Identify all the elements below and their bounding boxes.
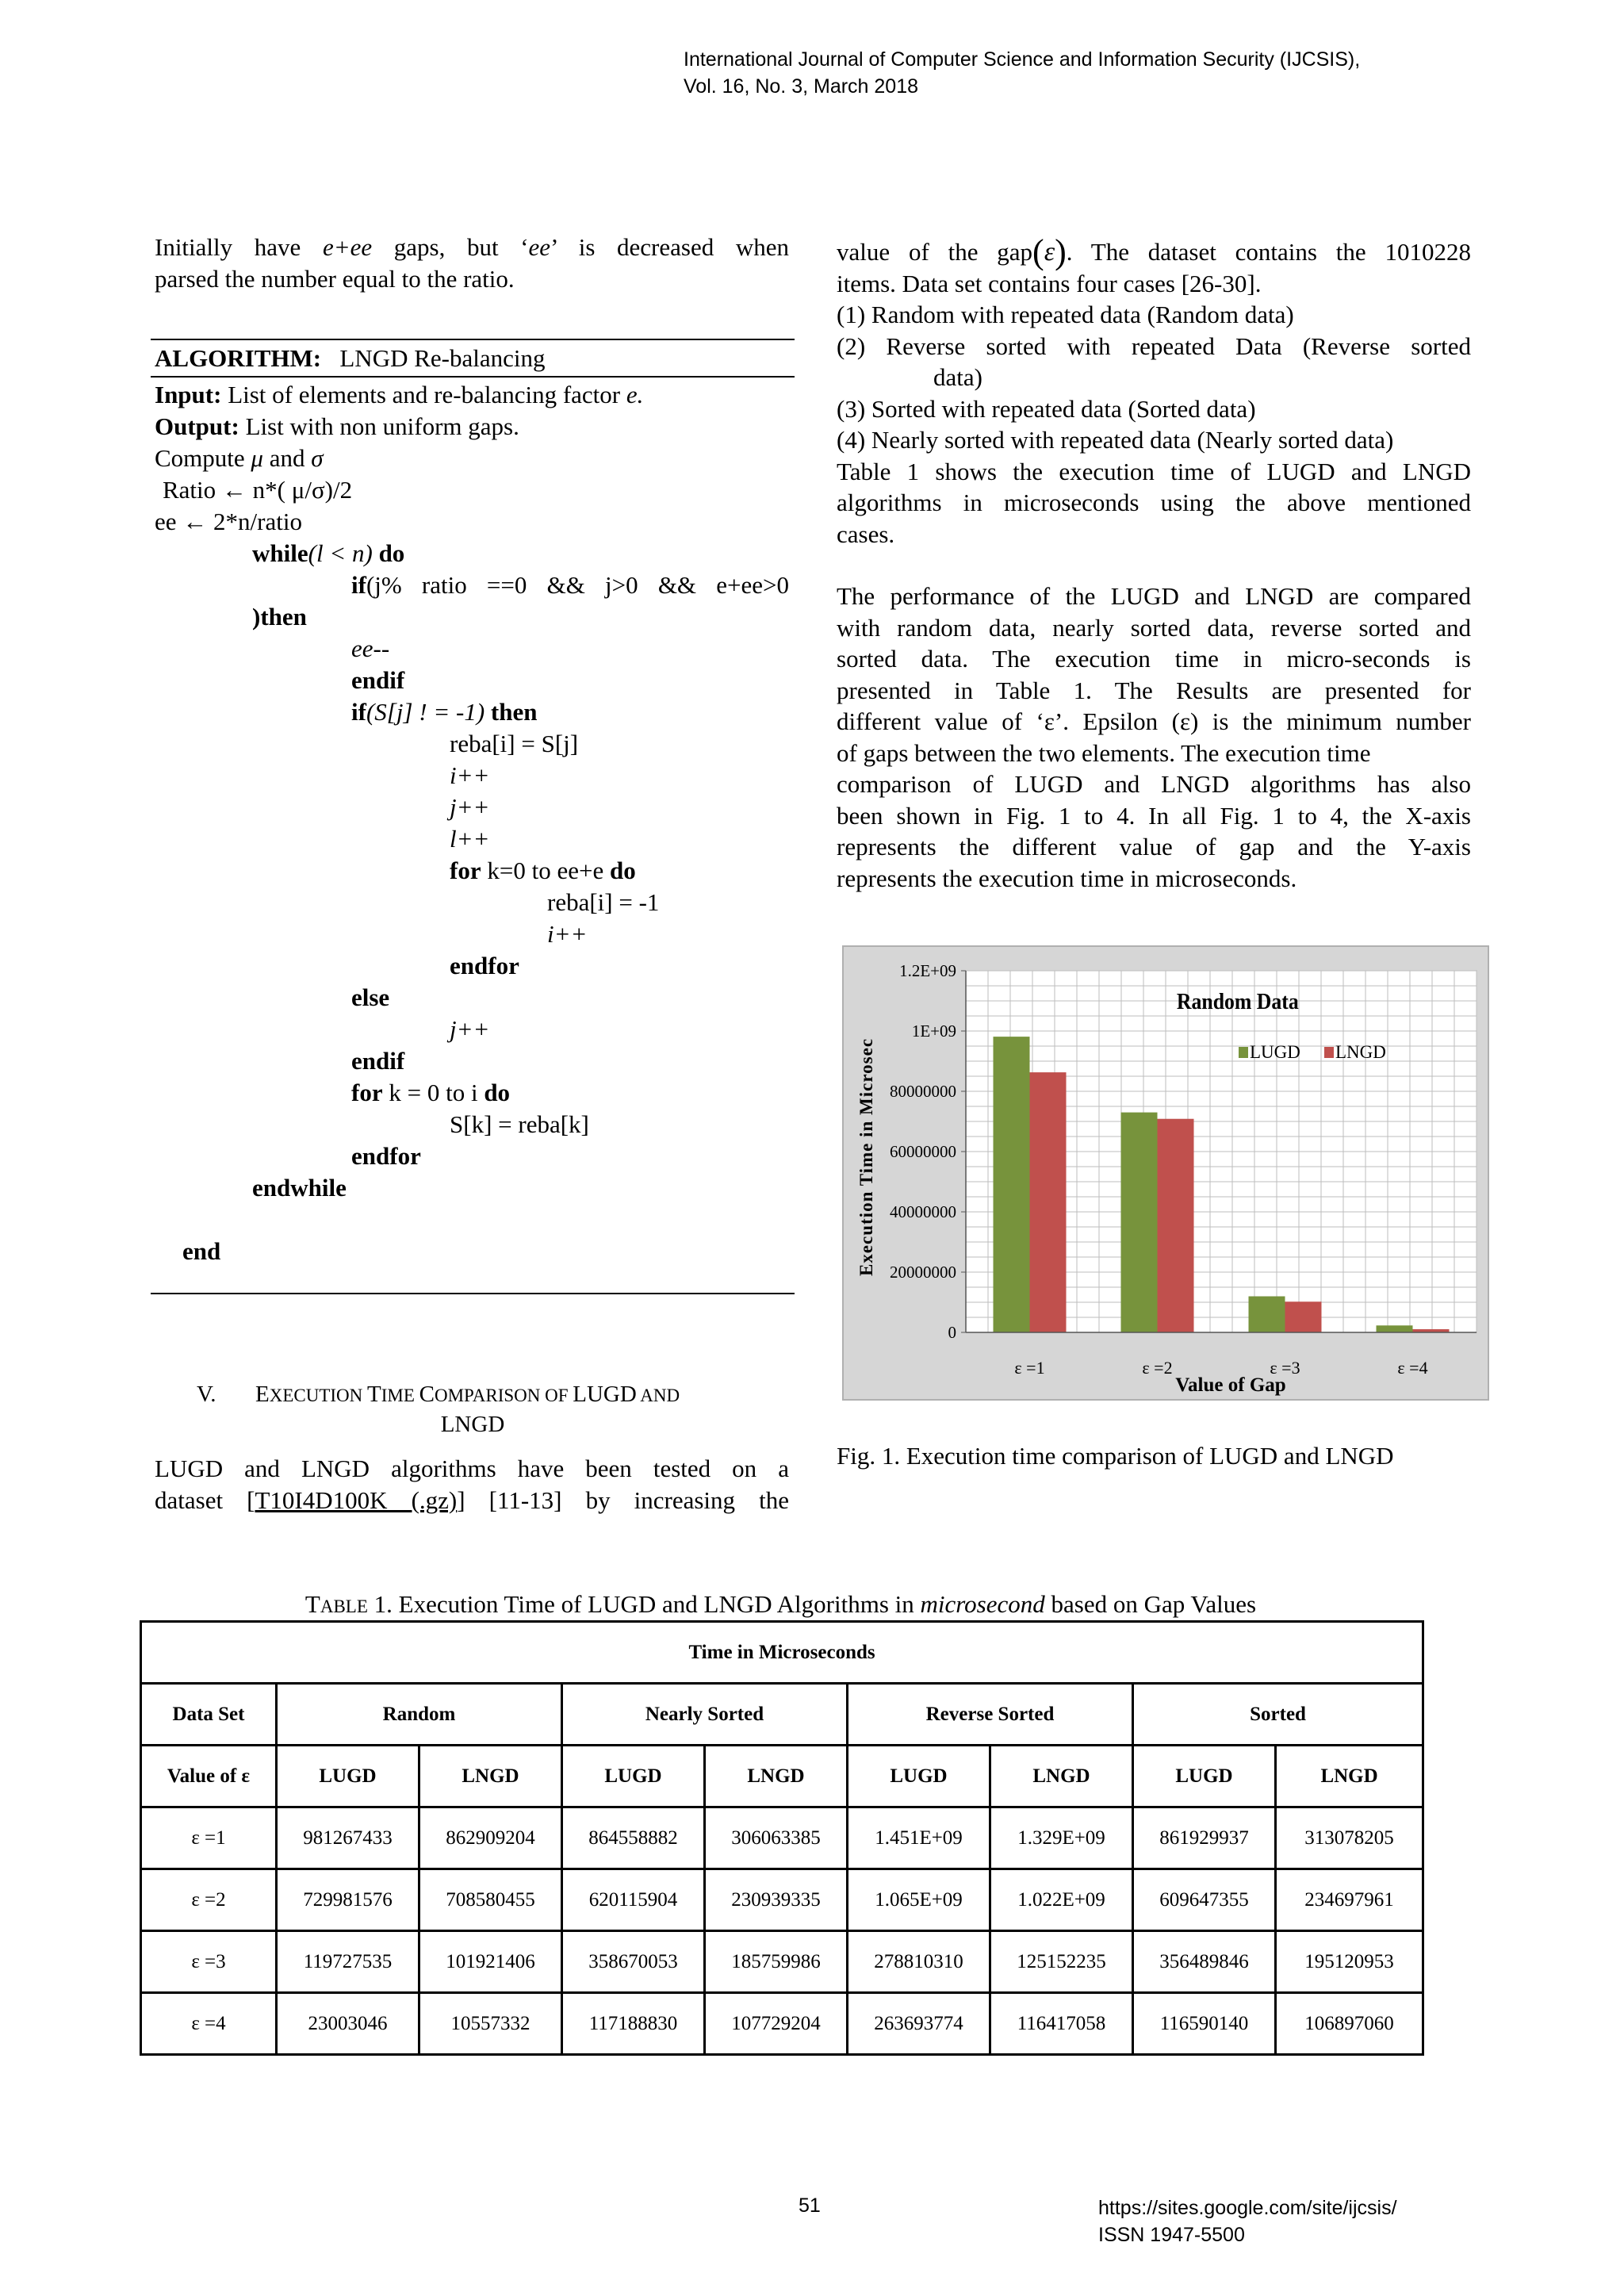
table-desc-line-1: Table 1 shows the execution time of LUGD and LNGD — [837, 457, 1471, 485]
value-label: Value of ε — [141, 1746, 277, 1807]
if-keyword: if — [351, 698, 366, 726]
algorithm-for1 — [450, 855, 636, 887]
algorithm-if2 — [351, 696, 537, 728]
algo-header: LUGD — [1133, 1746, 1276, 1807]
table-desc-line-2: algorithms in microseconds using the above mentioned — [837, 489, 1471, 516]
table-row — [141, 1931, 1423, 1993]
table-cell: 862909204 — [419, 1807, 562, 1869]
table-cell: 609647355 — [1133, 1869, 1276, 1931]
legend-swatch — [1239, 1047, 1248, 1058]
output-label: Output: — [155, 412, 239, 440]
title-sc: OMPARISON OF — [435, 1386, 573, 1405]
table-row — [141, 1622, 1423, 1684]
caption-text: based on Gap Values — [1044, 1590, 1257, 1618]
compute-text: Compute — [155, 444, 245, 472]
footer-url[interactable]: https://sites.google.com/site/ijcsis/ — [1098, 2197, 1397, 2219]
intro-var: ee — [528, 233, 551, 261]
table-cell: 278810310 — [848, 1931, 990, 1993]
algo-header: LNGD — [419, 1746, 562, 1807]
perf-line: of gaps between the two elements. The execution time — [837, 738, 1371, 767]
case-4: (4) Nearly sorted with repeated data (Nearly sorted data) — [837, 426, 1394, 454]
mu-symbol: μ — [251, 444, 263, 472]
random-data-chart — [842, 945, 1489, 1401]
y-tick-label: 20000000 — [890, 1263, 956, 1282]
table-cell: 864558882 — [562, 1807, 705, 1869]
table-cell: 195120953 — [1276, 1931, 1423, 1993]
perf-line: sorted data. The execution time in micro-seconds is — [837, 645, 1471, 673]
algorithm-if1-then: )then — [252, 603, 307, 631]
group-header: Random — [277, 1684, 562, 1746]
section-text: dataset [ — [155, 1486, 255, 1514]
algorithm-endwhile: endwhile — [252, 1174, 347, 1202]
do-keyword: do — [609, 857, 636, 884]
y-tick-label: 1.2E+09 — [899, 961, 956, 980]
perf-line: comparison of LUGD and LNGD algorithms has also — [837, 770, 1471, 798]
output-text: List with non uniform gaps. — [245, 412, 519, 440]
algorithm-s-assign: S[k] = reba[k] — [450, 1110, 589, 1138]
table-cell: 1.451E+09 — [848, 1807, 990, 1869]
for-range: k=0 to ee+e — [487, 857, 604, 884]
caption-cap: T — [304, 1590, 320, 1618]
dataset-label: Data Set — [141, 1684, 277, 1746]
perf-line: been shown in Fig. 1 to 4. In all Fig. 1 to 4, the X-axis — [837, 801, 1471, 830]
algorithm-name: LNGD Re-balancing — [339, 344, 546, 372]
section-line-2 — [155, 1485, 789, 1516]
table-cell: 313078205 — [1276, 1807, 1423, 1869]
input-label: Input: — [155, 381, 222, 408]
algorithm-j-increment-2: j++ — [450, 1015, 490, 1043]
algorithm-compute — [155, 443, 324, 474]
intro-line-2: parsed the number equal to the ratio. — [155, 265, 515, 293]
group-header: Sorted — [1133, 1684, 1423, 1746]
algorithm-ee-line: ee ← 2*n/ratio — [155, 508, 302, 535]
table-cell: 117188830 — [562, 1993, 705, 2055]
y-axis-label: Execution Time in Microsec — [856, 1037, 876, 1277]
table-cell: 1.065E+09 — [848, 1869, 990, 1931]
algo-header: LUGD — [848, 1746, 990, 1807]
section-text: ] [11-13] by increasing the — [457, 1486, 790, 1514]
do-keyword: do — [484, 1079, 511, 1106]
epsilon-symbol: ε — [1044, 237, 1055, 266]
table-cell: 358670053 — [562, 1931, 705, 1993]
section-title-line-2: LNGD — [440, 1412, 505, 1437]
title-sc: AND — [636, 1386, 680, 1405]
algorithm-endif-2: endif — [351, 1047, 405, 1075]
algorithm-top-rule — [151, 339, 795, 340]
title-cap: E — [255, 1382, 270, 1407]
table-cell: 116417058 — [990, 1993, 1133, 2055]
algorithm-bottom-rule — [151, 1293, 795, 1294]
algorithm-else: else — [351, 983, 390, 1011]
figure-caption: Fig. 1. Execution time comparison of LUGD and LNGD — [837, 1442, 1394, 1470]
x-tick-label: ε =4 — [1397, 1358, 1428, 1378]
caption-text: 1. Execution Time of LUGD and LNGD Algorithms in — [367, 1590, 921, 1618]
right-line-2: items. Data set contains four cases [26-30]. — [837, 269, 1262, 297]
title-sc: XECUTION — [269, 1386, 368, 1405]
table-row — [141, 1993, 1423, 2055]
case-2: (2) Reverse sorted with repeated Data (Reverse sorted — [837, 332, 1471, 360]
title-cap: LUGD — [573, 1382, 637, 1407]
algorithm-endfor-1: endfor — [450, 952, 519, 979]
intro-text: ’ is decreased when — [550, 233, 789, 261]
table-cell: ε =4 — [141, 1993, 277, 2055]
section-title — [255, 1382, 810, 1408]
algorithm-end: end — [182, 1237, 221, 1265]
algorithm-endfor-2: endfor — [351, 1142, 421, 1170]
algo-header: LUGD — [277, 1746, 419, 1807]
while-keyword: while — [252, 539, 308, 567]
chart-title: Random Data — [1176, 989, 1299, 1014]
table-cell: 107729204 — [705, 1993, 848, 2055]
perf-line: different value of ‘ε’. Epsilon (ε) is the minimum number — [837, 707, 1471, 735]
execution-time-table — [140, 1620, 1424, 2056]
page-number: 51 — [799, 2194, 821, 2217]
algorithm-ee-decrement: ee-- — [351, 634, 390, 662]
table-row — [141, 1746, 1423, 1807]
algorithm-reba-assign: reba[i] = S[j] — [450, 730, 579, 757]
and-text: and — [269, 444, 305, 472]
case-3: (3) Sorted with repeated data (Sorted data) — [837, 394, 1256, 423]
right-column-text — [837, 232, 1471, 894]
section-paragraph — [155, 1453, 789, 1516]
algorithm-if1 — [351, 569, 789, 601]
table-cell: 729981576 — [277, 1869, 419, 1931]
perf-line: The performance of the LUGD and LNGD are compared — [837, 582, 1471, 610]
if-condition: (j% ratio ==0 && j>0 && e+ee>0 — [366, 571, 789, 599]
right-text: . The dataset contains the 1010228 — [1066, 238, 1471, 266]
table-row — [141, 1684, 1423, 1746]
bar-lugd — [1377, 1325, 1413, 1332]
intro-text: Initially have — [155, 233, 323, 261]
case-2-cont: data) — [933, 363, 982, 391]
table-row — [141, 1869, 1423, 1931]
dataset-link[interactable]: T10I4D100K (.gz) — [255, 1486, 458, 1514]
algorithm-reba-neg: reba[i] = -1 — [547, 888, 660, 916]
for-keyword: for — [450, 857, 481, 884]
perf-line: represents the different value of gap and the Y-axis — [837, 833, 1471, 861]
table-cell: 106897060 — [1276, 1993, 1423, 2055]
algorithm-for2 — [351, 1077, 510, 1109]
algorithm-while — [252, 538, 404, 569]
table-cell: 708580455 — [419, 1869, 562, 1931]
bar-lugd — [1121, 1113, 1158, 1332]
algo-header: LNGD — [990, 1746, 1133, 1807]
y-tick-label: 80000000 — [890, 1082, 956, 1101]
sigma-symbol: σ — [311, 444, 324, 472]
y-tick-label: 60000000 — [890, 1142, 956, 1161]
algorithm-ratio-line: Ratio ← n*( μ/σ)/2 — [163, 476, 353, 504]
then-keyword: then — [490, 698, 538, 726]
perf-line: presented in Table 1. The Results are presented for — [837, 676, 1471, 704]
legend-label: LNGD — [1335, 1042, 1386, 1062]
algorithm-j-increment: j++ — [450, 793, 490, 821]
algorithm-input — [155, 379, 643, 411]
y-tick-label: 1E+09 — [911, 1022, 956, 1041]
x-tick-label: ε =3 — [1270, 1358, 1300, 1378]
bar-lngd — [1030, 1072, 1067, 1332]
for-range: k = 0 to i — [389, 1079, 478, 1106]
super-header: Time in Microseconds — [141, 1622, 1423, 1684]
group-header: Nearly Sorted — [562, 1684, 848, 1746]
intro-paragraph — [155, 232, 789, 295]
intro-text: gaps, but ‘ — [372, 233, 529, 261]
caption-italic: microsecond — [920, 1590, 1045, 1618]
algorithm-output — [155, 411, 519, 443]
x-tick-label: ε =2 — [1142, 1358, 1173, 1378]
if-keyword: if — [351, 571, 366, 599]
paragraph-gap — [837, 550, 1471, 581]
table-cell: 119727535 — [277, 1931, 419, 1993]
algorithm-l-increment: l++ — [450, 825, 490, 853]
table-desc-line-3: cases. — [837, 519, 895, 548]
right-text: value of the gap — [837, 238, 1033, 266]
y-tick-label: 40000000 — [890, 1202, 956, 1221]
table-cell: 116590140 — [1133, 1993, 1276, 2055]
table-cell: 981267433 — [277, 1807, 419, 1869]
bar-lngd — [1158, 1119, 1194, 1332]
x-axis-label: Value of Gap — [1175, 1374, 1286, 1396]
for-keyword: for — [351, 1079, 383, 1106]
input-var: e. — [626, 381, 644, 408]
algorithm-label: ALGORITHM: — [155, 344, 322, 372]
section-number: V. — [197, 1382, 216, 1407]
table-cell: 263693774 — [848, 1993, 990, 2055]
x-tick-label: ε =1 — [1014, 1358, 1045, 1378]
bar-lugd — [994, 1037, 1030, 1332]
table-cell: 23003046 — [277, 1993, 419, 2055]
table-cell: 185759986 — [705, 1931, 848, 1993]
table-cell: 230939335 — [705, 1869, 848, 1931]
perf-line: represents the execution time in microseconds. — [837, 864, 1297, 892]
table-cell: 1.329E+09 — [990, 1807, 1133, 1869]
bar-lngd — [1285, 1301, 1322, 1332]
input-text: List of elements and re-balancing factor — [228, 381, 621, 408]
chart-svg — [844, 947, 1488, 1399]
algorithm-heading — [155, 343, 546, 374]
algorithm-header-rule — [151, 376, 795, 378]
title-cap: C — [419, 1382, 435, 1407]
paren-close: ) — [1055, 232, 1067, 271]
table-row — [141, 1807, 1423, 1869]
footer-info — [1098, 2194, 1397, 2248]
algorithm-i-increment-2: i++ — [547, 920, 588, 948]
legend-swatch — [1324, 1047, 1334, 1058]
table-cell: 125152235 — [990, 1931, 1133, 1993]
algo-header: LNGD — [705, 1746, 848, 1807]
table-cell: 10557332 — [419, 1993, 562, 2055]
table-cell: ε =1 — [141, 1807, 277, 1869]
table-cell: ε =2 — [141, 1869, 277, 1931]
table-caption — [140, 1590, 1422, 1619]
group-header: Reverse Sorted — [848, 1684, 1133, 1746]
do-keyword: do — [378, 539, 405, 567]
table-cell: 620115904 — [562, 1869, 705, 1931]
perf-line: with random data, nearly sorted data, reverse sorted and — [837, 613, 1471, 642]
title-sc: IME — [381, 1386, 419, 1405]
table-cell: 1.022E+09 — [990, 1869, 1133, 1931]
table-cell: 234697961 — [1276, 1869, 1423, 1931]
section-line-1: LUGD and LNGD algorithms have been tested on a — [155, 1455, 789, 1482]
caption-sc: ABLE — [320, 1596, 368, 1616]
paren-open: ( — [1032, 232, 1044, 271]
algorithm-i-increment: i++ — [450, 761, 490, 789]
table-cell: 356489846 — [1133, 1931, 1276, 1993]
algorithm-endif-1: endif — [351, 666, 405, 694]
intro-var: e+ee — [322, 233, 373, 261]
bar-lugd — [1249, 1297, 1285, 1332]
table-cell: 101921406 — [419, 1931, 562, 1993]
journal-volume: Vol. 16, No. 3, March 2018 — [684, 75, 919, 98]
y-tick-label: 0 — [948, 1323, 956, 1342]
if-condition: (S[j] ! = -1) — [366, 698, 485, 726]
legend-label: LUGD — [1250, 1042, 1300, 1062]
table-cell: 306063385 — [705, 1807, 848, 1869]
journal-header — [684, 46, 1360, 100]
algo-header: LNGD — [1276, 1746, 1423, 1807]
case-1: (1) Random with repeated data (Random data) — [837, 301, 1294, 328]
table-cell: ε =3 — [141, 1931, 277, 1993]
journal-title: International Journal of Computer Science and Information Security (IJCSIS), — [684, 48, 1361, 71]
right-line-1 — [837, 232, 1471, 271]
while-condition: (l < n) — [308, 539, 373, 567]
intro-line-1 — [155, 232, 789, 263]
title-cap: T — [367, 1382, 381, 1407]
footer-issn: ISSN 1947-5500 — [1098, 2224, 1245, 2246]
algo-header: LUGD — [562, 1746, 705, 1807]
table-cell: 861929937 — [1133, 1807, 1276, 1869]
